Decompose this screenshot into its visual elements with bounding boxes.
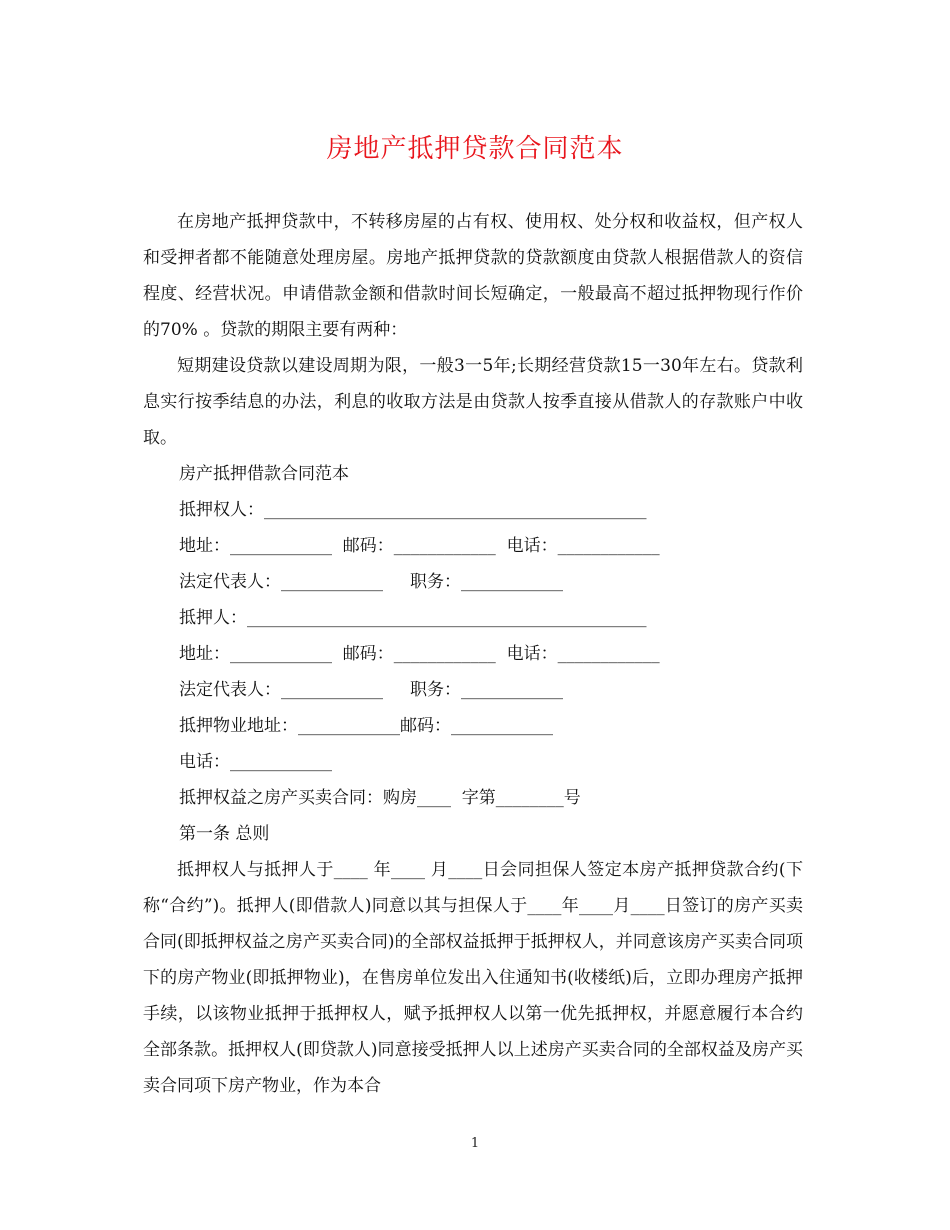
mortgagee-line: 抵押权人：_____________________________________________ [179, 500, 647, 520]
document-body [143, 204, 803, 1104]
mortgagee-address-line: 地址：____________ 邮码：____________ 电话：____________ [179, 536, 660, 556]
intro-paragraph: 在房地产抵押贷款中，不转移房屋的占有权、使用权、处分权和收益权，但产权人和受押者都不能随意处理房屋。房地产抵押贷款的贷款额度由贷款人根据借款人的资信程度、经营状况。申请借款金额和借款时间长短确定，一般最高不超过抵押物现行作价的70% 。贷款的期限主要有两种： [143, 212, 803, 340]
mortgagor-representative-line: 法定代表人：____________ 职务：____________ [179, 680, 564, 700]
mortgagor-line: 抵押人：_______________________________________________ [179, 608, 647, 628]
contract-subtitle: 房产抵押借款合同范本 [179, 464, 349, 484]
document-title: 房地产抵押贷款合同范本 [326, 134, 624, 164]
article-one-heading: 第一条 总则 [179, 824, 270, 844]
property-address-line: 抵押物业地址：____________邮码：____________ [179, 716, 553, 736]
phone-line: 电话：____________ [179, 752, 332, 772]
page-number: 1 [470, 1136, 480, 1151]
mortgagee-representative-line: 法定代表人：____________ 职务：____________ [179, 572, 564, 592]
loan-term-paragraph: 短期建设贷款以建设周期为限，一般3一5年;长期经营贷款15一30年左右。贷款利息实行按季结息的办法，利息的收取方法是由贷款人按季直接从借款人的存款账户中收取。 [143, 356, 803, 448]
purchase-contract-line: 抵押权益之房产买卖合同：购房____ 字第________号 [179, 788, 581, 808]
mortgagor-address-line: 地址：____________ 邮码：____________ 电话：____________ [179, 644, 660, 664]
article-one-paragraph: 抵押权人与抵押人于____ 年____ 月____日会同担保人签定本房产抵押贷款合约(下称“合约”)。抵押人(即借款人)同意以其与担保人于____年____月____日签订的房产买卖合同(即抵押权益之房产买卖合同)的全部权益抵押于抵押权人，并同意该房产买卖合同项下的房产物业(即抵押物业)，在售房单位发出入住通知书(收楼纸)后，立即办理房产抵押手续，以该物业抵押于抵押权人，赋予抵押权人以第一优先抵押权，并愿意履行本合约全部条款。抵押权人(即贷款人)同意接受抵押人以上述房产买卖合同的全部权益及房产买卖合同项下房产物业，作为本合 [143, 860, 803, 1096]
